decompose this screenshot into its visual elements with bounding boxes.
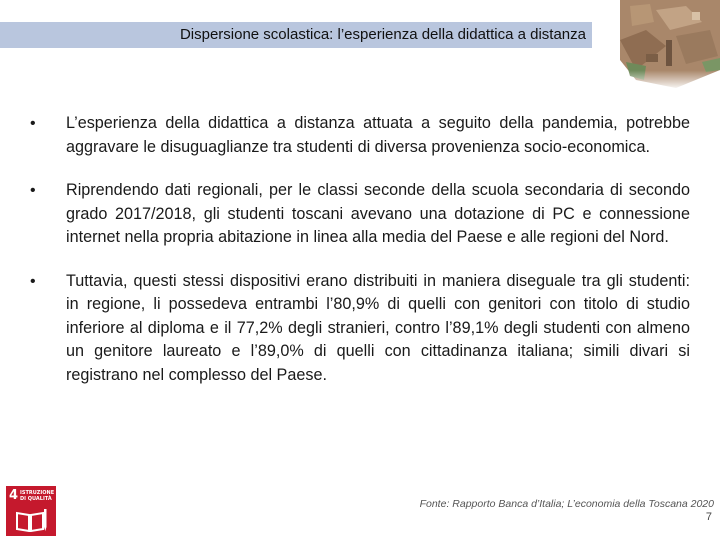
bullet-marker: • [30,272,36,290]
bullet-text: L’esperienza della didattica a distanza attuata a seguito della pandemia, potrebbe aggravare le disuguaglianze tra studenti di diversa provenienza socio-economica. [66,114,690,156]
sdg-number: 4 [9,488,19,503]
slide-title: Dispersione scolastica: l’esperienza della didattica a distanza [179,26,586,43]
source-note: Fonte: Rapporto Banca d’Italia; L’economia della Toscana 2020 [419,498,714,510]
book-pencil-icon [15,508,47,532]
bullet-text: Tuttavia, questi stessi dispositivi erano distribuiti in maniera diseguale tra gli studenti: in regione, li possedeva entrambi l’80,9% di quelli con genitori con titolo di studio inferiore al diploma e il 77,2% degli stranieri, contro l’89,1% degli studenti con almeno un genitore laureato e l’89,0% di quelli con cittadinanza italiana; simili divari si registrano nel complesso del Paese. [66,271,690,384]
bullet-text: Riprendendo dati regionali, per le classi seconde della scuola secondaria di secondo grado 2017/2018, gli studenti toscani avevano una dotazione di PC e connessione internet nella propria abitazione in linea alla media del Paese e alle regioni del Nord. [66,181,690,246]
aerial-city-photo [606,0,720,88]
title-bar [0,22,592,48]
page-number: 7 [705,511,712,523]
bullet-marker: • [30,182,36,199]
bullet-item [30,270,690,388]
bullet-list [30,112,690,407]
bullet-item [30,179,690,250]
sdg-label: ISTRUZIONE DI QUALITÀ [20,490,55,502]
bullet-item [30,112,690,159]
sdg-goal-4-badge [6,486,56,536]
bullet-marker: • [30,115,36,132]
